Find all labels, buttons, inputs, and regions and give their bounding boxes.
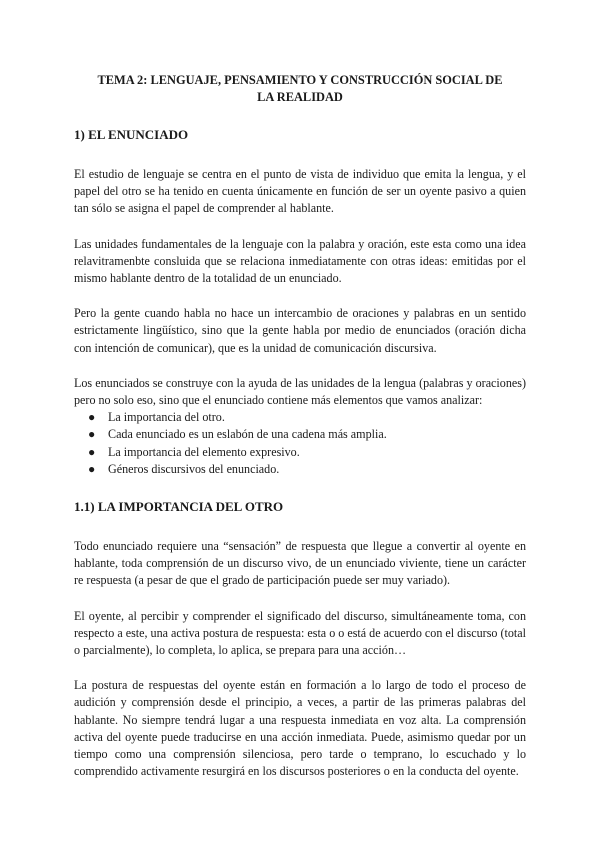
bullet-icon: ● [88, 444, 96, 459]
list-item [74, 461, 526, 478]
paragraph: El oyente, al percibir y comprender el significado del discurso, simultáneamente toma, con respecto a este, una activa postura de respuesta: esta o o está de acuerdo con el discurso (total o parcialmente), lo completa, lo aplica, se prepara para una acción… [74, 608, 526, 658]
document-title: TEMA 2: LENGUAJE, PENSAMIENTO Y CONSTRUCCIÓN SOCIAL DE LA REALIDAD [97, 73, 503, 104]
paragraph: Pero la gente cuando habla no hace un intercambio de oraciones y palabras en un sentido estrictamente lingüístico, sino que la gente habla por medio de enunciados (oración dicha con intención de comunicar), que es la unidad de comunicación discursiva. [74, 306, 526, 355]
bullet-icon: ● [88, 427, 96, 442]
list-item-text: La importancia del elemento expresivo. [108, 444, 300, 459]
section-heading-importancia-del-otro: 1.1) LA IMPORTANCIA DEL OTRO [74, 499, 284, 515]
paragraph: Los enunciados se construye con la ayuda de las unidades de la lengua (palabras y oraciones) pero no solo eso, sino que el enunciado contiene más elementos que vamos analizar: [74, 375, 526, 408]
paragraph: La postura de respuestas del oyente están en formación a lo largo de todo el proceso de audición y comprensión desde el principio, a veces, a partir de las primeras palabras del hablante. No siempre tendrá lugar a una respuesta inmediata en voz alta. La comprensión activa del oyente puede traducirse en una acción inmediata. Puede, asimismo quedar por un tiempo como una comprensión silenciosa, pero tarde o temprano, lo escuchado y lo comprendido activamente resurgirá en los discursos posteriores o en la conducta del oyente. [74, 678, 526, 779]
list-item-text: La importancia del otro. [108, 410, 225, 425]
paragraph: El estudio de lenguaje se centra en el punto de vista de individuo que emita la lengua, y el papel del otro se ha tenido en cuenta únicamente en función de ser un oyente pasivo a quien tan sólo se asigna el papel de comprender al hablante. [74, 167, 526, 216]
bullet-icon: ● [88, 410, 96, 425]
bullet-icon: ● [88, 461, 96, 476]
list-item [74, 409, 526, 426]
list-item-text: Géneros discursivos del enunciado. [108, 461, 280, 476]
section-heading-enunciado: 1) EL ENUNCIADO [74, 127, 189, 142]
list-item [74, 444, 526, 461]
bullet-list [74, 409, 526, 478]
list-item [74, 426, 526, 443]
paragraph: Todo enunciado requiere una “sensación” de respuesta que llegue a convertir al oyente en hablante, toda comprensión de un discurso vivo, de un enunciado viviente, tiene un carácter re respuesta (a pesar de que el grado de participación puede ser muy variado). [74, 539, 526, 588]
list-item-text: Cada enunciado es un eslabón de una cadena más amplia. [108, 427, 387, 442]
paragraph: Las unidades fundamentales de la lenguaje con la palabra y oración, este esta como una idea relavitramenbte consluida que se relaciona inmediatamente con otras ideas: emitidas por el mismo hablante dentro de la totalidad de un enunciado. [74, 236, 526, 286]
